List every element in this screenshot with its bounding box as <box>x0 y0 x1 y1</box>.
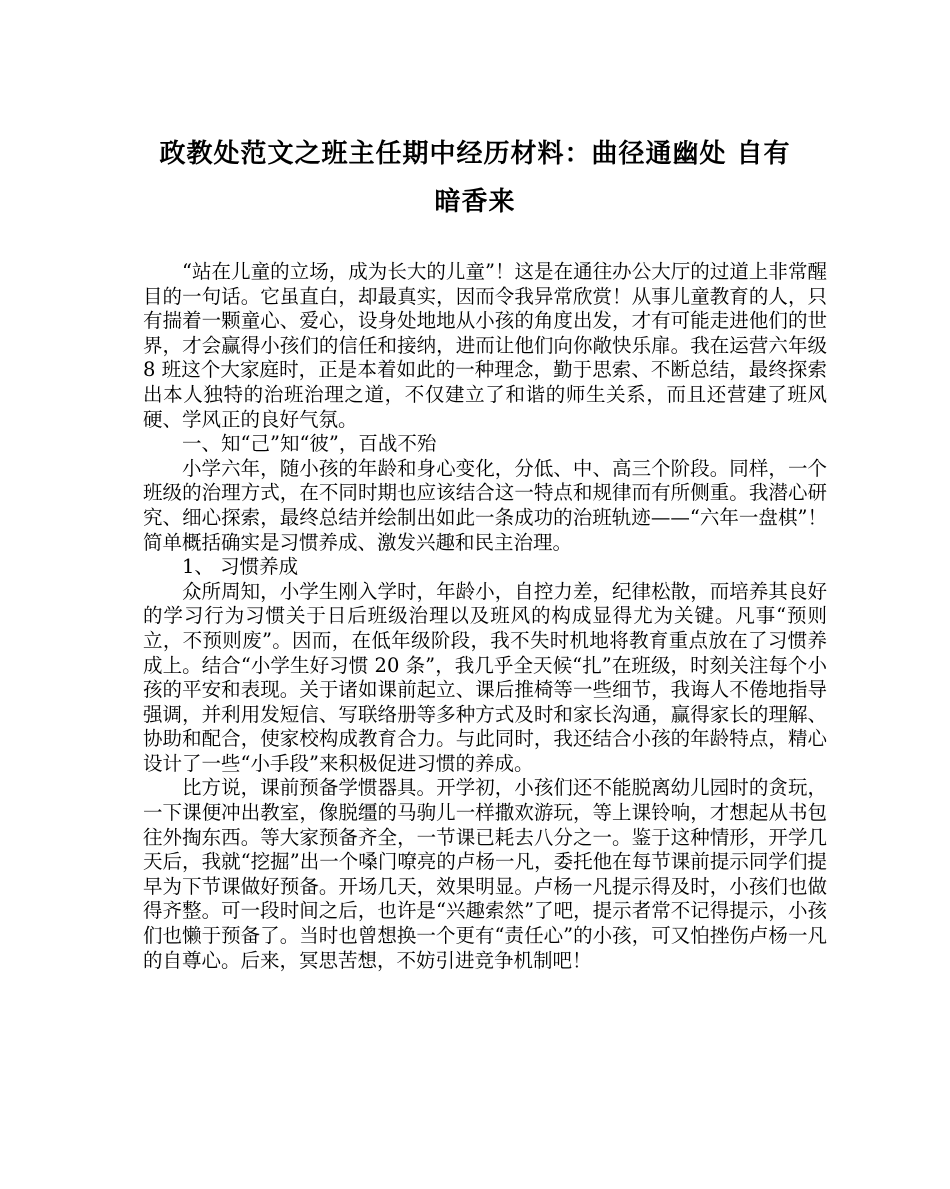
document-body <box>143 260 827 973</box>
paragraph-intro: “站在儿童的立场，成为长大的儿童”！这是在通往办公大厅的过道上非常醒目的一句话。它虽直白，却最真实，因而令我异常欣赏！从事儿童教育的人，只有揣着一颗童心、爱心，设身处地地从小孩的角度出发，才有可能走进他们的世界，才会赢得小孩们的信任和接纳，进而让他们向你敞快乐扉。我在运营六年级 8 班这个大家庭时，正是本着如此的一种理念，勤于思索、不断总结，最终探索出本人独特的治班治理之道，不仅建立了和谐的师生关系，而且还营建了班风硬、学风正的良好气氛。 <box>143 260 827 431</box>
document-title <box>120 130 830 226</box>
paragraph-habit-formation: 众所周知，小学生刚入学时，年龄小，自控力差，纪律松散，而培养其良好的学习行为习惯关于日后班级治理以及班风的构成显得尤为关键。凡事“预则立，不预则废”。因而，在低年级阶段，我不失时机地将教育重点放在了习惯养成上。结合“小学生好习惯 20 条”，我几乎全天候“扎”在班级，时刻关注每个小孩的平安和表现。关于诸如课前起立、课后推椅等一些细节，我诲人不倦地指导强调，并利用发短信、写联络册等多种方式及时和家长沟通，赢得家长的理解、协助和配合，使家校构成教育合力。与此同时，我还结合小孩的年龄特点，精心设计了一些“小手段”来积极促进习惯的养成。 <box>143 579 827 775</box>
title-line-1: 政教处范文之班主任期中经历材料：曲径通幽处 自有 <box>159 139 791 169</box>
paragraph-example: 比方说，课前预备学惯器具。开学初，小孩们还不能脱离幼儿园时的贪玩，一下课便冲出教室，像脱缰的马驹儿一样撒欢游玩，等上课铃响，才想起从书包往外掏东西。等大家预备齐全，一节课已耗去八分之一。鉴于这种情形，开学几天后，我就“挖掘”出一个嗓门嘹亮的卢杨一凡，委托他在每节课前提示同学们提早为下节课做好预备。开场几天，效果明显。卢杨一凡提示得及时，小孩们也做得齐整。可一段时间之后，也许是“兴趣索然”了吧，提示者常不记得提示，小孩们也懒于预备了。当时也曾想换一个更有“责任心”的小孩，可又怕挫伤卢杨一凡的自尊心。后来，冥思苦想，不妨引进竞争机制吧！ <box>143 776 827 972</box>
subsection-heading-habits: 1、 习惯养成 <box>182 555 299 579</box>
paragraph-six-years: 小学六年，随小孩的年龄和身心变化，分低、中、高三个阶段。同样，一个班级的治理方式，在不同时期也应该结合这一特点和规律而有所侧重。我潜心研究、细心探索，最终总结并绘制出如此一条成功的治班轨迹——“六年一盘棋”！简单概括确实是习惯养成、激发兴趣和民主治理。 <box>143 456 827 554</box>
section-heading-1: 一、知“己”知“彼”，百战不殆 <box>182 432 437 456</box>
title-line-2: 暗香来 <box>434 187 516 217</box>
